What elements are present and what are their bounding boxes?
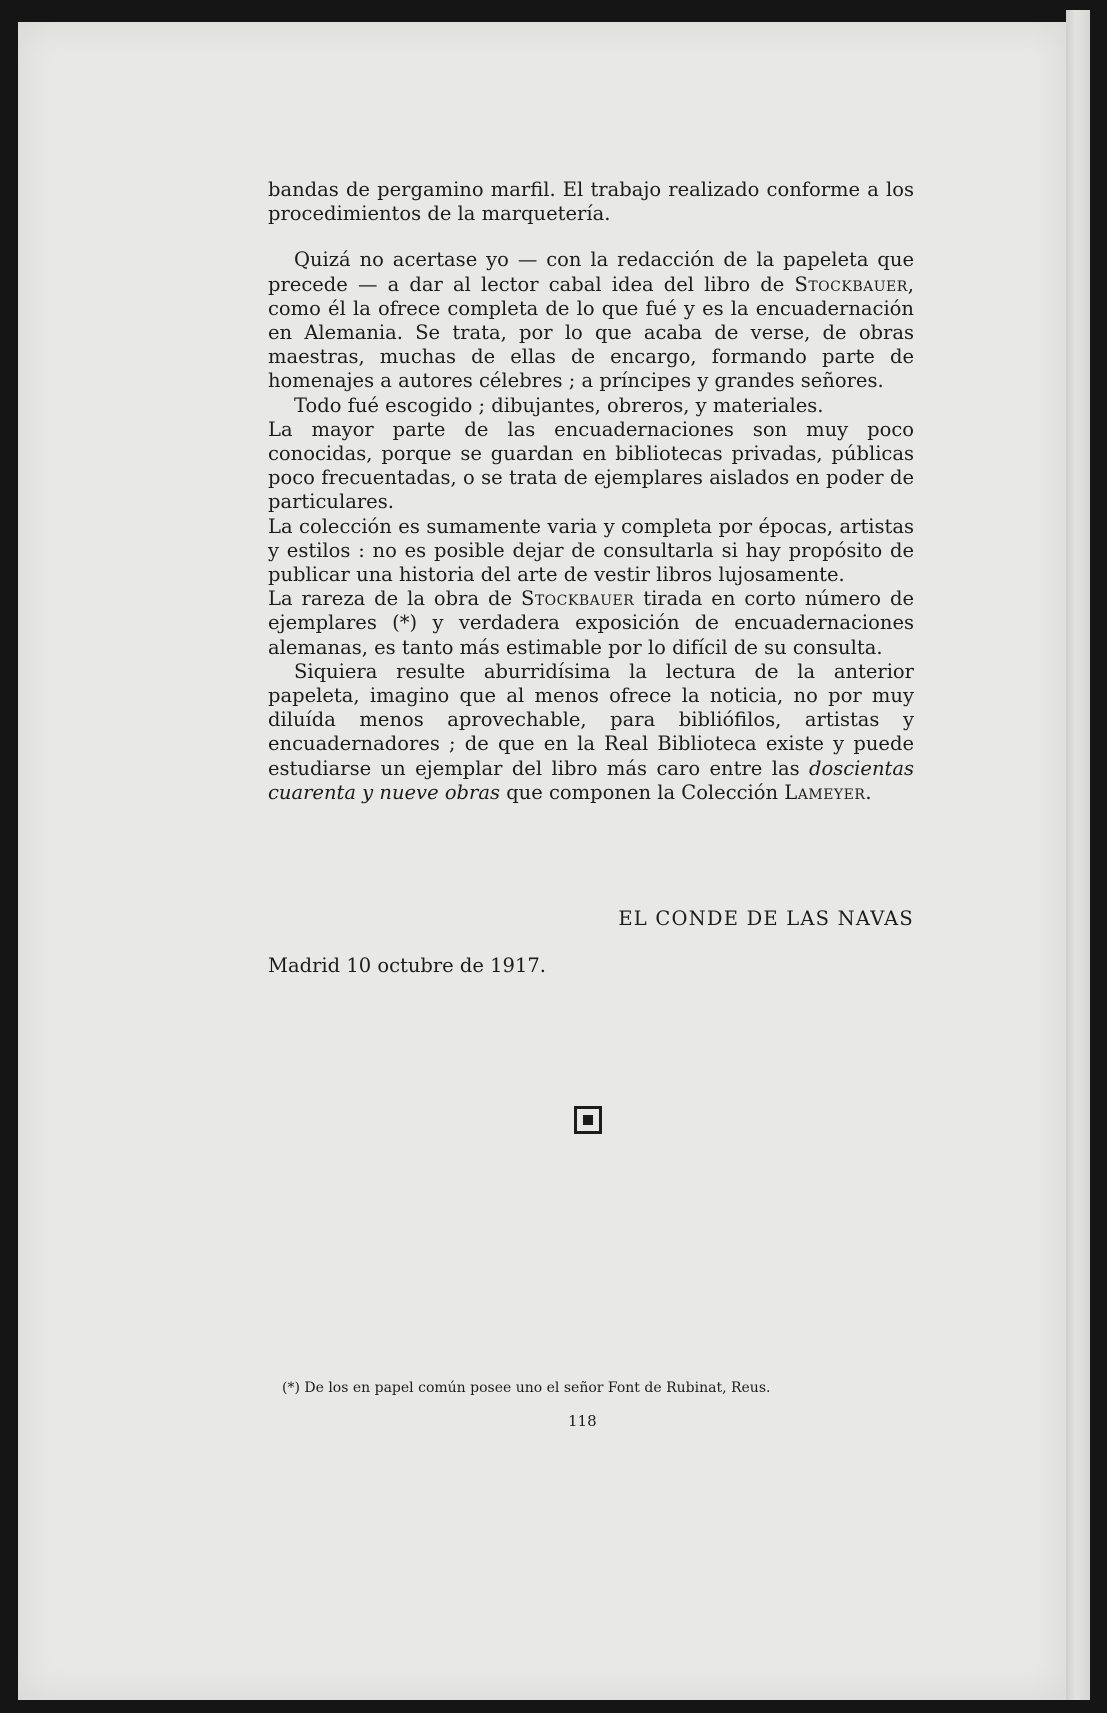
paragraph-7-text-b: que componen la Colección [500,780,785,804]
place-date: Madrid 10 octubre de 1917. [268,954,546,977]
page-number: 118 [568,1412,597,1430]
paragraph-2-text-a: Quizá no acertase yo — con la redacción de la papeleta que precede — a dar al lector cabal idea del libro de [268,248,914,296]
paragraph-4 [268,418,914,515]
paragraph-7-text-c: . [865,780,872,804]
square-ornament-icon [574,1106,602,1134]
paragraph-3 [268,394,914,418]
author-name-stockbauer: Stockbauer [794,272,908,296]
italic-phrase: doscientas cuarenta y nueve obras [268,756,914,804]
paragraph-1-text: bandas de pergamino marfil. El trabajo realizado conforme a los procedimientos de la marquetería. [268,178,914,226]
paragraph-5 [268,515,914,588]
signature: EL CONDE DE LAS NAVAS [618,907,914,930]
page-edge [1066,10,1090,1700]
author-name-stockbauer-2: Stockbauer [520,587,635,611]
paragraph-2-text-b: , como él la ofrece completa de lo que fué y es la encuadernación en Alemania. Se trata, por lo que acaba de verse, de obras maestras, muchas de ellas de encargo, formando parte de homenajes a autores célebres ; a príncipes y grandes señores. [268,272,914,393]
paragraph-1 [268,178,914,226]
paragraph-7 [268,660,914,805]
collection-name-lameyer: Lameyer [784,780,866,804]
footnote: (*) De los en papel común posee uno el señor Font de Rubinat, Reus. [282,1380,771,1396]
paragraph-6 [268,587,914,660]
paragraph-4-text: La mayor parte de las encuadernaciones son muy poco conocidas, porque se guardan en bibliotecas privadas, públicas poco frecuentadas, o se trata de ejemplares aislados en poder de particulares. [268,417,914,514]
paragraph-6-text-a: La rareza de la obra de [268,587,521,611]
body-text [268,178,914,805]
paragraph-7-text-a: Siquiera resulte aburridísima la lectura de la anterior papeleta, imagino que al menos ofrece la noticia, no por muy diluída menos aprovechable, para bibliófilos, artistas y encuadernadores ; de que en la Real Biblioteca existe y puede estudiarse un ejemplar del libro más caro entre las [268,659,914,780]
paragraph-6-text-b: tirada en corto número de ejemplares (*) y verdadera exposición de encuadernaciones alemanas, es tanto más estimable por lo difícil de su consulta. [268,587,914,659]
paragraph-3-text: Todo fué escogido ; dibujantes, obreros, y materiales. [294,393,824,417]
paragraph-5-text: La colección es sumamente varia y completa por épocas, artistas y estilos : no es posible dejar de consultarla si hay propósito de publicar una historia del arte de vestir libros lujosamente. [268,514,914,587]
paragraph-2 [268,248,914,393]
